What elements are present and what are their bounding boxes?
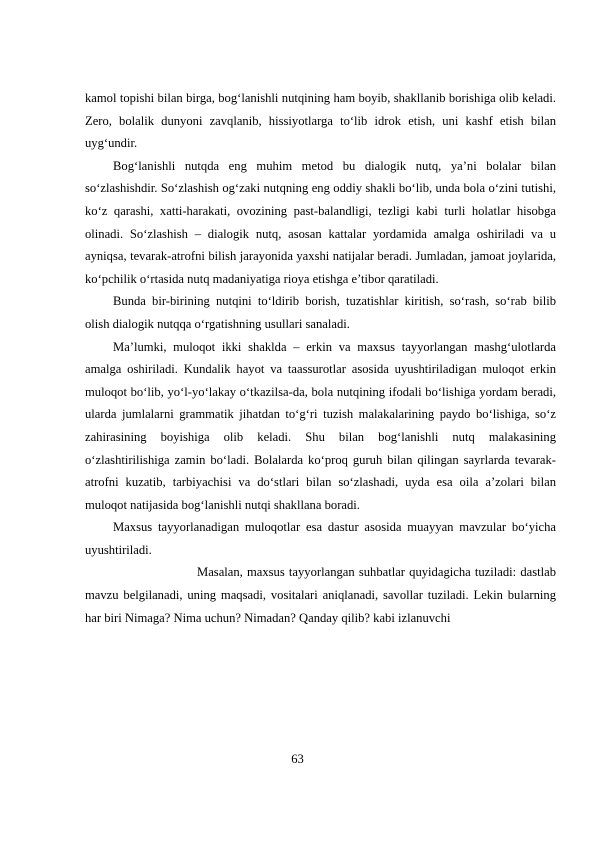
page-number: 63 (291, 752, 304, 766)
paragraph-dialogic-speech: Bog‘lanishli nutqda eng muhim metod bu dialogik nutq, ya’ni bolalar bilan so‘zlashishdir. So‘zlashish og‘zaki nutqning eng oddiy shakli bo‘lib, unda bola o‘zini tutishi, ko‘z qarashi, xatti-harakati, ovozining past-balandligi, tezligi kabi turli holatlar hisobga olinadi. So‘zlashish – dialogik nutq, asosan kattalar yordamida amalga oshiriladi va u ayniqsa, tevarak-atrofni bilish jarayonida yaxshi natijalar beradi. Jumladan, jamoat joylarida, ko‘pchilik o‘rtasida nutq madaniyatiga rioya etishga e’tibor qaratiladi. (85, 158, 556, 286)
paragraph-communication-forms: Ma’lumki, muloqot ikki shaklda – erkin va maxsus tayyorlangan mashg‘ulotlarda amalga oshiriladi. Kundalik hayot va taassurotlar asosida uyushtiriladigan muloqot erkin muloqot bo‘lib, yo‘l-yo‘lakay o‘tkazilsa-da, bola nutqining ifodali bo‘lishiga yordam beradi, ularda jumlalarni grammatik jihatdan to‘g‘ri tuzish malakalarining paydo bo‘lishiga, so‘z zahirasining boyishiga olib keladi. Shu bilan bog‘lanishli nutq malakasining o‘zlashtirilishiga zamin bo‘ladi. Bolalarda ko‘proq guruh bilan qilingan sayrlarda tevarak-atrofni kuzatib, tarbiyachisi va do‘stlari bilan so‘zlashadi, uyda esa oila a’zolari bilan muloqot natijasida bog‘lanishli nutqi shakllana boradi. (85, 339, 556, 512)
paragraph-conversation-structure: Masalan, maxsus tayyorlangan suhbatlar quyidagicha tuziladi: dastlab mavzu belgilanadi, uning maqsadi, vositalari aniqlanadi, savollar tuziladi. Lekin bularning har biri Nimaga? Nima uchun? Nimadan? Qanday qilib? kabi izlanuvchi (85, 565, 556, 625)
paragraph-methods: Bunda bir-birining nutqini to‘ldirib borish, tuzatishlar kiritish, so‘rash, so‘rab bilib olish dialogik nutqqa o‘rgatishning usullari sanaladi. (85, 294, 556, 331)
paragraph-continuation: kamol topishi bilan birga, bog‘lanishli nutqining ham boyib, shakllanib borishiga olib keladi. Zero, bolalik dunyoni zavqlanib, hissiyotlarga to‘lib idrok etish, uni kashf etish bilan uyg‘undir. (85, 91, 556, 151)
page-body (85, 87, 556, 629)
paragraph-special-communication: Maxsus tayyorlanadigan muloqotlar esa dastur asosida muayyan mavzular bo‘yicha uyushtiriladi. (85, 520, 556, 557)
